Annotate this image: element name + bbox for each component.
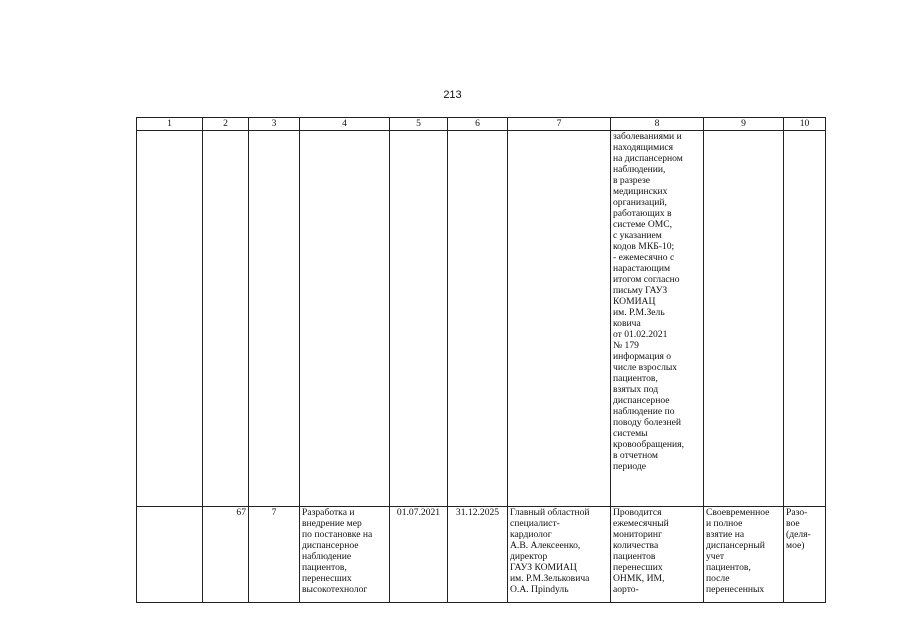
result-form-cell: заболеваниями и находящимися на диспансерном наблюдении, в разрезе медицинских организаций, работающих в системе ОМС, с указанием кодов МКБ-10; - ежемесячно с нарастающим итогом согласно письму ГАУЗ КОМИАЦ им. Р.М.Зель ковича от 01.02.2021 № 179 информация о числе взрослых пациентов, взятых под диспансерное наблюдение по поводу болезней системы кровообращения, в отчетном периоде bbox=[611, 131, 704, 507]
activity-cell: Разработка и внедрение мер по постановке на диспансерное наблюдение пациентов, перенесших высокотехнолог bbox=[300, 507, 390, 603]
table-cell bbox=[203, 131, 249, 507]
result-form-cell: Проводится ежемесячный мониторинг количества пациентов перенесших ОНМК, ИМ, аорто- bbox=[611, 507, 704, 603]
row-number-cell: 67 bbox=[203, 507, 249, 603]
responsible-cell: Главный областной специалист- кардиолог А.В. Алексеенко, директор ГАУЗ КОМИАЦ им. Р.М.Зельковича О.А. Прindуль bbox=[508, 507, 611, 603]
end-date-cell: 31.12.2025 bbox=[448, 507, 508, 603]
col-number: 10 bbox=[784, 118, 826, 131]
table-cell bbox=[704, 131, 784, 507]
col-number: 4 bbox=[300, 118, 390, 131]
table-cell bbox=[300, 131, 390, 507]
col-number: 1 bbox=[137, 118, 203, 131]
expected-result-cell: Своевременное и полное взятие на диспансерный учет пациентов, после перенесенных bbox=[704, 507, 784, 603]
plan-table bbox=[136, 117, 826, 603]
table-cell bbox=[390, 131, 448, 507]
table-cell bbox=[137, 507, 203, 603]
table-row bbox=[137, 131, 826, 507]
table-cell bbox=[249, 131, 300, 507]
col-number: 2 bbox=[203, 118, 249, 131]
col-number: 6 bbox=[448, 118, 508, 131]
col-number: 5 bbox=[390, 118, 448, 131]
table-cell bbox=[137, 131, 203, 507]
table-cell bbox=[784, 131, 826, 507]
col-number: 9 bbox=[704, 118, 784, 131]
col-number: 8 bbox=[611, 118, 704, 131]
page-number: 213 bbox=[443, 89, 462, 101]
frequency-cell: Разо- вое (деля- мое) bbox=[784, 507, 826, 603]
table-cell bbox=[448, 131, 508, 507]
item-number-cell: 7 bbox=[249, 507, 300, 603]
col-number: 7 bbox=[508, 118, 611, 131]
column-number-row bbox=[137, 118, 826, 131]
table-row bbox=[137, 507, 826, 603]
table-cell bbox=[508, 131, 611, 507]
start-date-cell: 01.07.2021 bbox=[390, 507, 448, 603]
col-number: 3 bbox=[249, 118, 300, 131]
